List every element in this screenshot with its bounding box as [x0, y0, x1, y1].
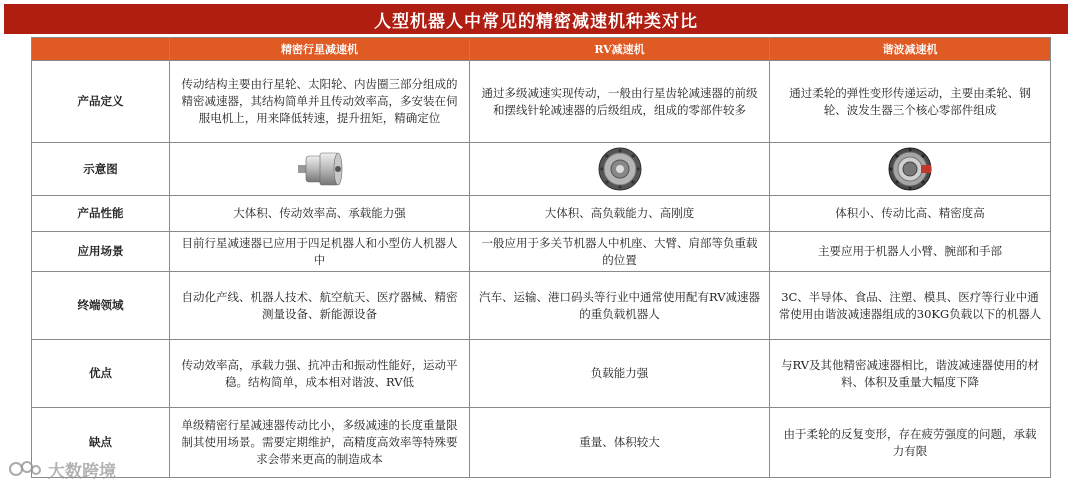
rv-reducer-image	[470, 143, 770, 196]
cell-planetary: 传动效率高，承载力强、抗冲击和振动性能好，运动平稳。结构简单，成本相对谐波、RV低	[170, 340, 470, 408]
row-label: 缺点	[32, 408, 170, 478]
row-label: 应用场景	[32, 232, 170, 272]
row-label: 示意图	[32, 143, 170, 196]
row-performance	[32, 196, 1051, 232]
cell-planetary: 目前行星减速器已应用于四足机器人和小型仿人机器人中	[170, 232, 470, 272]
cell-harmonic: 主要应用于机器人小臂、腕部和手部	[770, 232, 1051, 272]
row-label: 产品性能	[32, 196, 170, 232]
planetary-reducer-image	[170, 143, 470, 196]
row-diagram	[32, 143, 1051, 196]
header-row	[32, 38, 1051, 61]
row-label: 终端领域	[32, 272, 170, 340]
cell-planetary: 自动化产线、机器人技术、航空航天、医疗器械、精密测量设备、新能源设备	[170, 272, 470, 340]
row-advantages	[32, 340, 1051, 408]
header-corner	[32, 38, 170, 61]
cell-harmonic: 通过柔轮的弹性变形传递运动，主要由柔轮、钢轮、波发生器三个核心零部件组成	[770, 61, 1051, 143]
cell-harmonic: 由于柔轮的反复变形，存在疲劳强度的问题，承载力有限	[770, 408, 1051, 478]
cell-harmonic: 3C、半导体、食品、注塑、模具、医疗等行业中通常使用由谐波减速器组成的30KG负载以下的机器人	[770, 272, 1051, 340]
watermark	[8, 456, 116, 482]
cell-rv: 负载能力强	[470, 340, 770, 408]
row-terminal	[32, 272, 1051, 340]
header-harmonic: 谐波减速机	[770, 38, 1051, 61]
cell-rv: 一般应用于多关节机器人中机座、大臂、肩部等负重载的位置	[470, 232, 770, 272]
cell-rv: 重量、体积较大	[470, 408, 770, 478]
cell-planetary: 传动结构主要由行星轮、太阳轮、内齿圈三部分组成的精密减速器，其结构简单并且传动效率高，多安装在伺服电机上，用来降低转速，提升扭矩，精确定位	[170, 61, 470, 143]
row-label: 产品定义	[32, 61, 170, 143]
header-planetary: 精密行星减速机	[170, 38, 470, 61]
row-disadvantages	[32, 408, 1051, 478]
comparison-table	[31, 37, 1051, 478]
row-definition	[32, 61, 1051, 143]
watermark-text: 大数跨境	[48, 461, 116, 482]
brand-logo-icon	[8, 458, 42, 480]
cell-rv: 通过多级减速实现传动，一般由行星齿轮减速器的前级和摆线针轮减速器的后级组成，组成的零部件较多	[470, 61, 770, 143]
cell-planetary: 单级精密行星减速器传动比小，多级减速的长度重量限制其使用场景。需要定期维护，高精度高效率等特殊要求会带来更高的制造成本	[170, 408, 470, 478]
row-label: 优点	[32, 340, 170, 408]
cell-planetary: 大体积、传动效率高、承载能力强	[170, 196, 470, 232]
header-rv: RV减速机	[470, 38, 770, 61]
harmonic-reducer-image	[770, 143, 1051, 196]
cell-harmonic: 与RV及其他精密减速器相比，谐波减速器使用的材料、体积及重量大幅度下降	[770, 340, 1051, 408]
cell-harmonic: 体积小、传动比高、精密度高	[770, 196, 1051, 232]
cell-rv: 大体积、高负载能力、高刚度	[470, 196, 770, 232]
table-title: 人型机器人中常见的精密减速机种类对比	[4, 4, 1068, 34]
row-application	[32, 232, 1051, 272]
cell-rv: 汽车、运输、港口码头等行业中通常使用配有RV减速器的重负载机器人	[470, 272, 770, 340]
